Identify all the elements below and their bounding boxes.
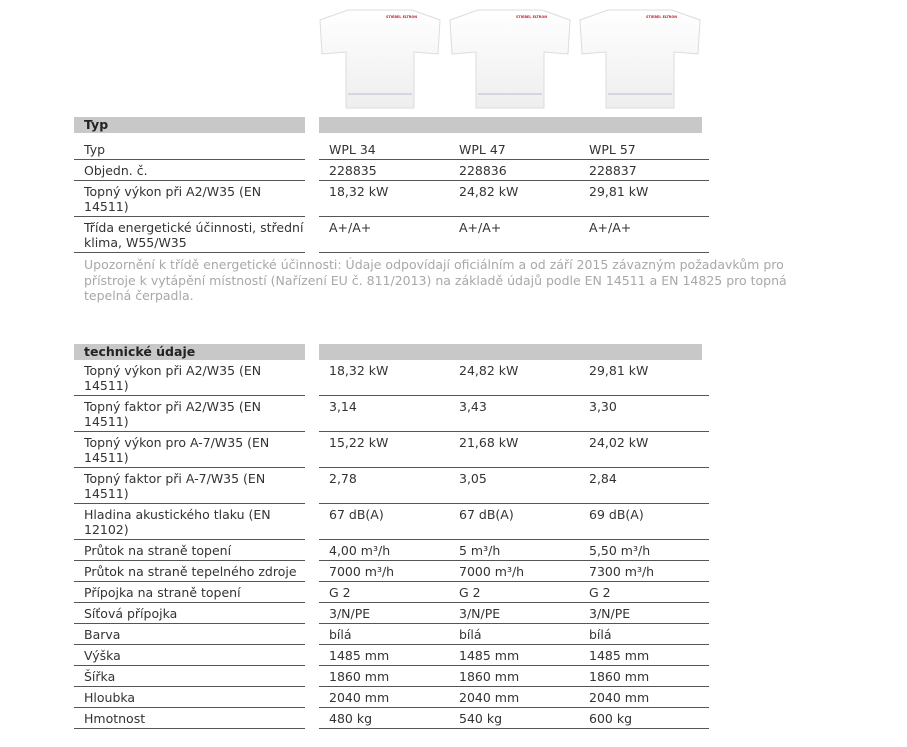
brand-logo: STIEBEL ELTRON <box>386 15 418 19</box>
value-col-2: 24,82 kW <box>449 360 579 396</box>
table-row <box>74 582 709 603</box>
value-col-1: WPL 34 <box>319 133 449 160</box>
energy-class-note: Upozornění k třídě energetické účinnosti: Údaje odpovídají oficiálním a od září 2015 závazným požadavkům pro přístroje k vytápění místností (Nařízení EU č. 811/2013) na základě údajů podle EN 14511 a EN 14825 pro topná tepelná čerpadla. <box>84 257 787 303</box>
table-row <box>74 603 709 624</box>
row-label: Přípojka na straně topení <box>74 582 305 603</box>
table-row <box>74 181 709 217</box>
product-images <box>318 8 708 112</box>
table-row <box>74 468 709 504</box>
value-col-3: 5,50 m³/h <box>579 540 709 561</box>
row-label: Třída energetické účinnosti, střední klima, W55/W35 <box>74 217 305 253</box>
value-col-1: 1860 mm <box>319 666 449 687</box>
value-col-3: 7300 m³/h <box>579 561 709 582</box>
table-row <box>74 217 709 253</box>
product-image <box>578 8 702 110</box>
column-gap <box>305 468 319 504</box>
column-gap <box>305 540 319 561</box>
value-col-1: 2040 mm <box>319 687 449 708</box>
value-col-3: 1860 mm <box>579 666 709 687</box>
value-col-3: bílá <box>579 624 709 645</box>
column-gap <box>305 582 319 603</box>
value-col-3: 24,02 kW <box>579 432 709 468</box>
section-technical <box>74 344 702 729</box>
table-row <box>74 540 709 561</box>
value-col-1: 3,14 <box>319 396 449 432</box>
table-row <box>74 708 709 729</box>
column-gap <box>305 561 319 582</box>
value-col-3: 69 dB(A) <box>579 504 709 540</box>
section-header-bar <box>319 117 702 133</box>
value-col-3: 29,81 kW <box>579 360 709 396</box>
table-row <box>74 133 709 160</box>
heat-pump-image <box>578 8 702 110</box>
row-label: Topný faktor při A2/W35 (EN 14511) <box>74 396 305 432</box>
heat-pump-image <box>448 8 572 110</box>
value-col-3: 3,30 <box>579 396 709 432</box>
row-label: Výška <box>74 645 305 666</box>
table-row <box>74 666 709 687</box>
value-col-1: A+/A+ <box>319 217 449 253</box>
section-type <box>74 117 787 304</box>
table-row <box>74 396 709 432</box>
column-gap <box>305 133 319 160</box>
heat-pump-image <box>318 8 442 110</box>
value-col-2: 1485 mm <box>449 645 579 666</box>
column-gap <box>305 645 319 666</box>
value-col-3: 2,84 <box>579 468 709 504</box>
value-col-1: 15,22 kW <box>319 432 449 468</box>
value-col-3: A+/A+ <box>579 217 709 253</box>
value-col-3: 29,81 kW <box>579 181 709 217</box>
table-row <box>74 561 709 582</box>
table-row <box>74 645 709 666</box>
value-col-1: 2,78 <box>319 468 449 504</box>
row-label: Hladina akustického tlaku (EN 12102) <box>74 504 305 540</box>
value-col-2: 540 kg <box>449 708 579 729</box>
product-image <box>318 8 442 110</box>
value-col-1: 3/N/PE <box>319 603 449 624</box>
row-label: Síťová přípojka <box>74 603 305 624</box>
value-col-2: G 2 <box>449 582 579 603</box>
column-gap <box>305 396 319 432</box>
brand-logo: STIEBEL ELTRON <box>646 15 678 19</box>
column-gap <box>305 360 319 396</box>
spec-table <box>74 133 709 253</box>
value-col-2: bílá <box>449 624 579 645</box>
spec-table <box>74 360 709 729</box>
table-row <box>74 504 709 540</box>
value-col-2: 3,05 <box>449 468 579 504</box>
column-gap <box>305 432 319 468</box>
section-title: technické údaje <box>74 344 305 360</box>
table-row <box>74 360 709 396</box>
value-col-1: 1485 mm <box>319 645 449 666</box>
value-col-1: 4,00 m³/h <box>319 540 449 561</box>
value-col-2: 24,82 kW <box>449 181 579 217</box>
row-label: Topný faktor při A-7/W35 (EN 14511) <box>74 468 305 504</box>
row-label: Barva <box>74 624 305 645</box>
value-col-2: A+/A+ <box>449 217 579 253</box>
row-label: Topný výkon pro A-7/W35 (EN 14511) <box>74 432 305 468</box>
column-gap <box>305 624 319 645</box>
value-col-2: 228836 <box>449 160 579 181</box>
row-label: Topný výkon při A2/W35 (EN 14511) <box>74 360 305 396</box>
value-col-2: 5 m³/h <box>449 540 579 561</box>
column-gap <box>305 504 319 540</box>
table-row <box>74 160 709 181</box>
row-label: Hloubka <box>74 687 305 708</box>
value-col-2: 1860 mm <box>449 666 579 687</box>
table-row <box>74 432 709 468</box>
row-label: Průtok na straně tepelného zdroje <box>74 561 305 582</box>
value-col-3: 2040 mm <box>579 687 709 708</box>
section-title: Typ <box>74 117 305 133</box>
value-col-3: G 2 <box>579 582 709 603</box>
value-col-3: 228837 <box>579 160 709 181</box>
value-col-2: 2040 mm <box>449 687 579 708</box>
column-gap <box>305 181 319 217</box>
value-col-2: 3,43 <box>449 396 579 432</box>
value-col-1: 18,32 kW <box>319 360 449 396</box>
value-col-3: 1485 mm <box>579 645 709 666</box>
row-label: Typ <box>74 133 305 160</box>
product-image <box>448 8 572 110</box>
value-col-2: 3/N/PE <box>449 603 579 624</box>
row-label: Topný výkon při A2/W35 (EN 14511) <box>74 181 305 217</box>
row-label: Šířka <box>74 666 305 687</box>
row-label: Hmotnost <box>74 708 305 729</box>
value-col-3: 600 kg <box>579 708 709 729</box>
column-gap <box>305 708 319 729</box>
row-label: Objedn. č. <box>74 160 305 181</box>
section-header <box>74 344 702 360</box>
value-col-1: 7000 m³/h <box>319 561 449 582</box>
value-col-1: 18,32 kW <box>319 181 449 217</box>
brand-logo: STIEBEL ELTRON <box>516 15 548 19</box>
table-row <box>74 687 709 708</box>
value-col-2: 7000 m³/h <box>449 561 579 582</box>
value-col-1: G 2 <box>319 582 449 603</box>
section-header <box>74 117 702 133</box>
value-col-1: 228835 <box>319 160 449 181</box>
row-label: Průtok na straně topení <box>74 540 305 561</box>
value-col-1: 67 dB(A) <box>319 504 449 540</box>
column-gap <box>305 666 319 687</box>
column-gap <box>305 217 319 253</box>
column-gap <box>305 603 319 624</box>
section-header-bar <box>319 344 702 360</box>
value-col-2: WPL 47 <box>449 133 579 160</box>
table-row <box>74 624 709 645</box>
value-col-3: WPL 57 <box>579 133 709 160</box>
value-col-1: 480 kg <box>319 708 449 729</box>
value-col-2: 67 dB(A) <box>449 504 579 540</box>
value-col-1: bílá <box>319 624 449 645</box>
value-col-2: 21,68 kW <box>449 432 579 468</box>
column-gap <box>305 687 319 708</box>
column-gap <box>305 160 319 181</box>
value-col-3: 3/N/PE <box>579 603 709 624</box>
